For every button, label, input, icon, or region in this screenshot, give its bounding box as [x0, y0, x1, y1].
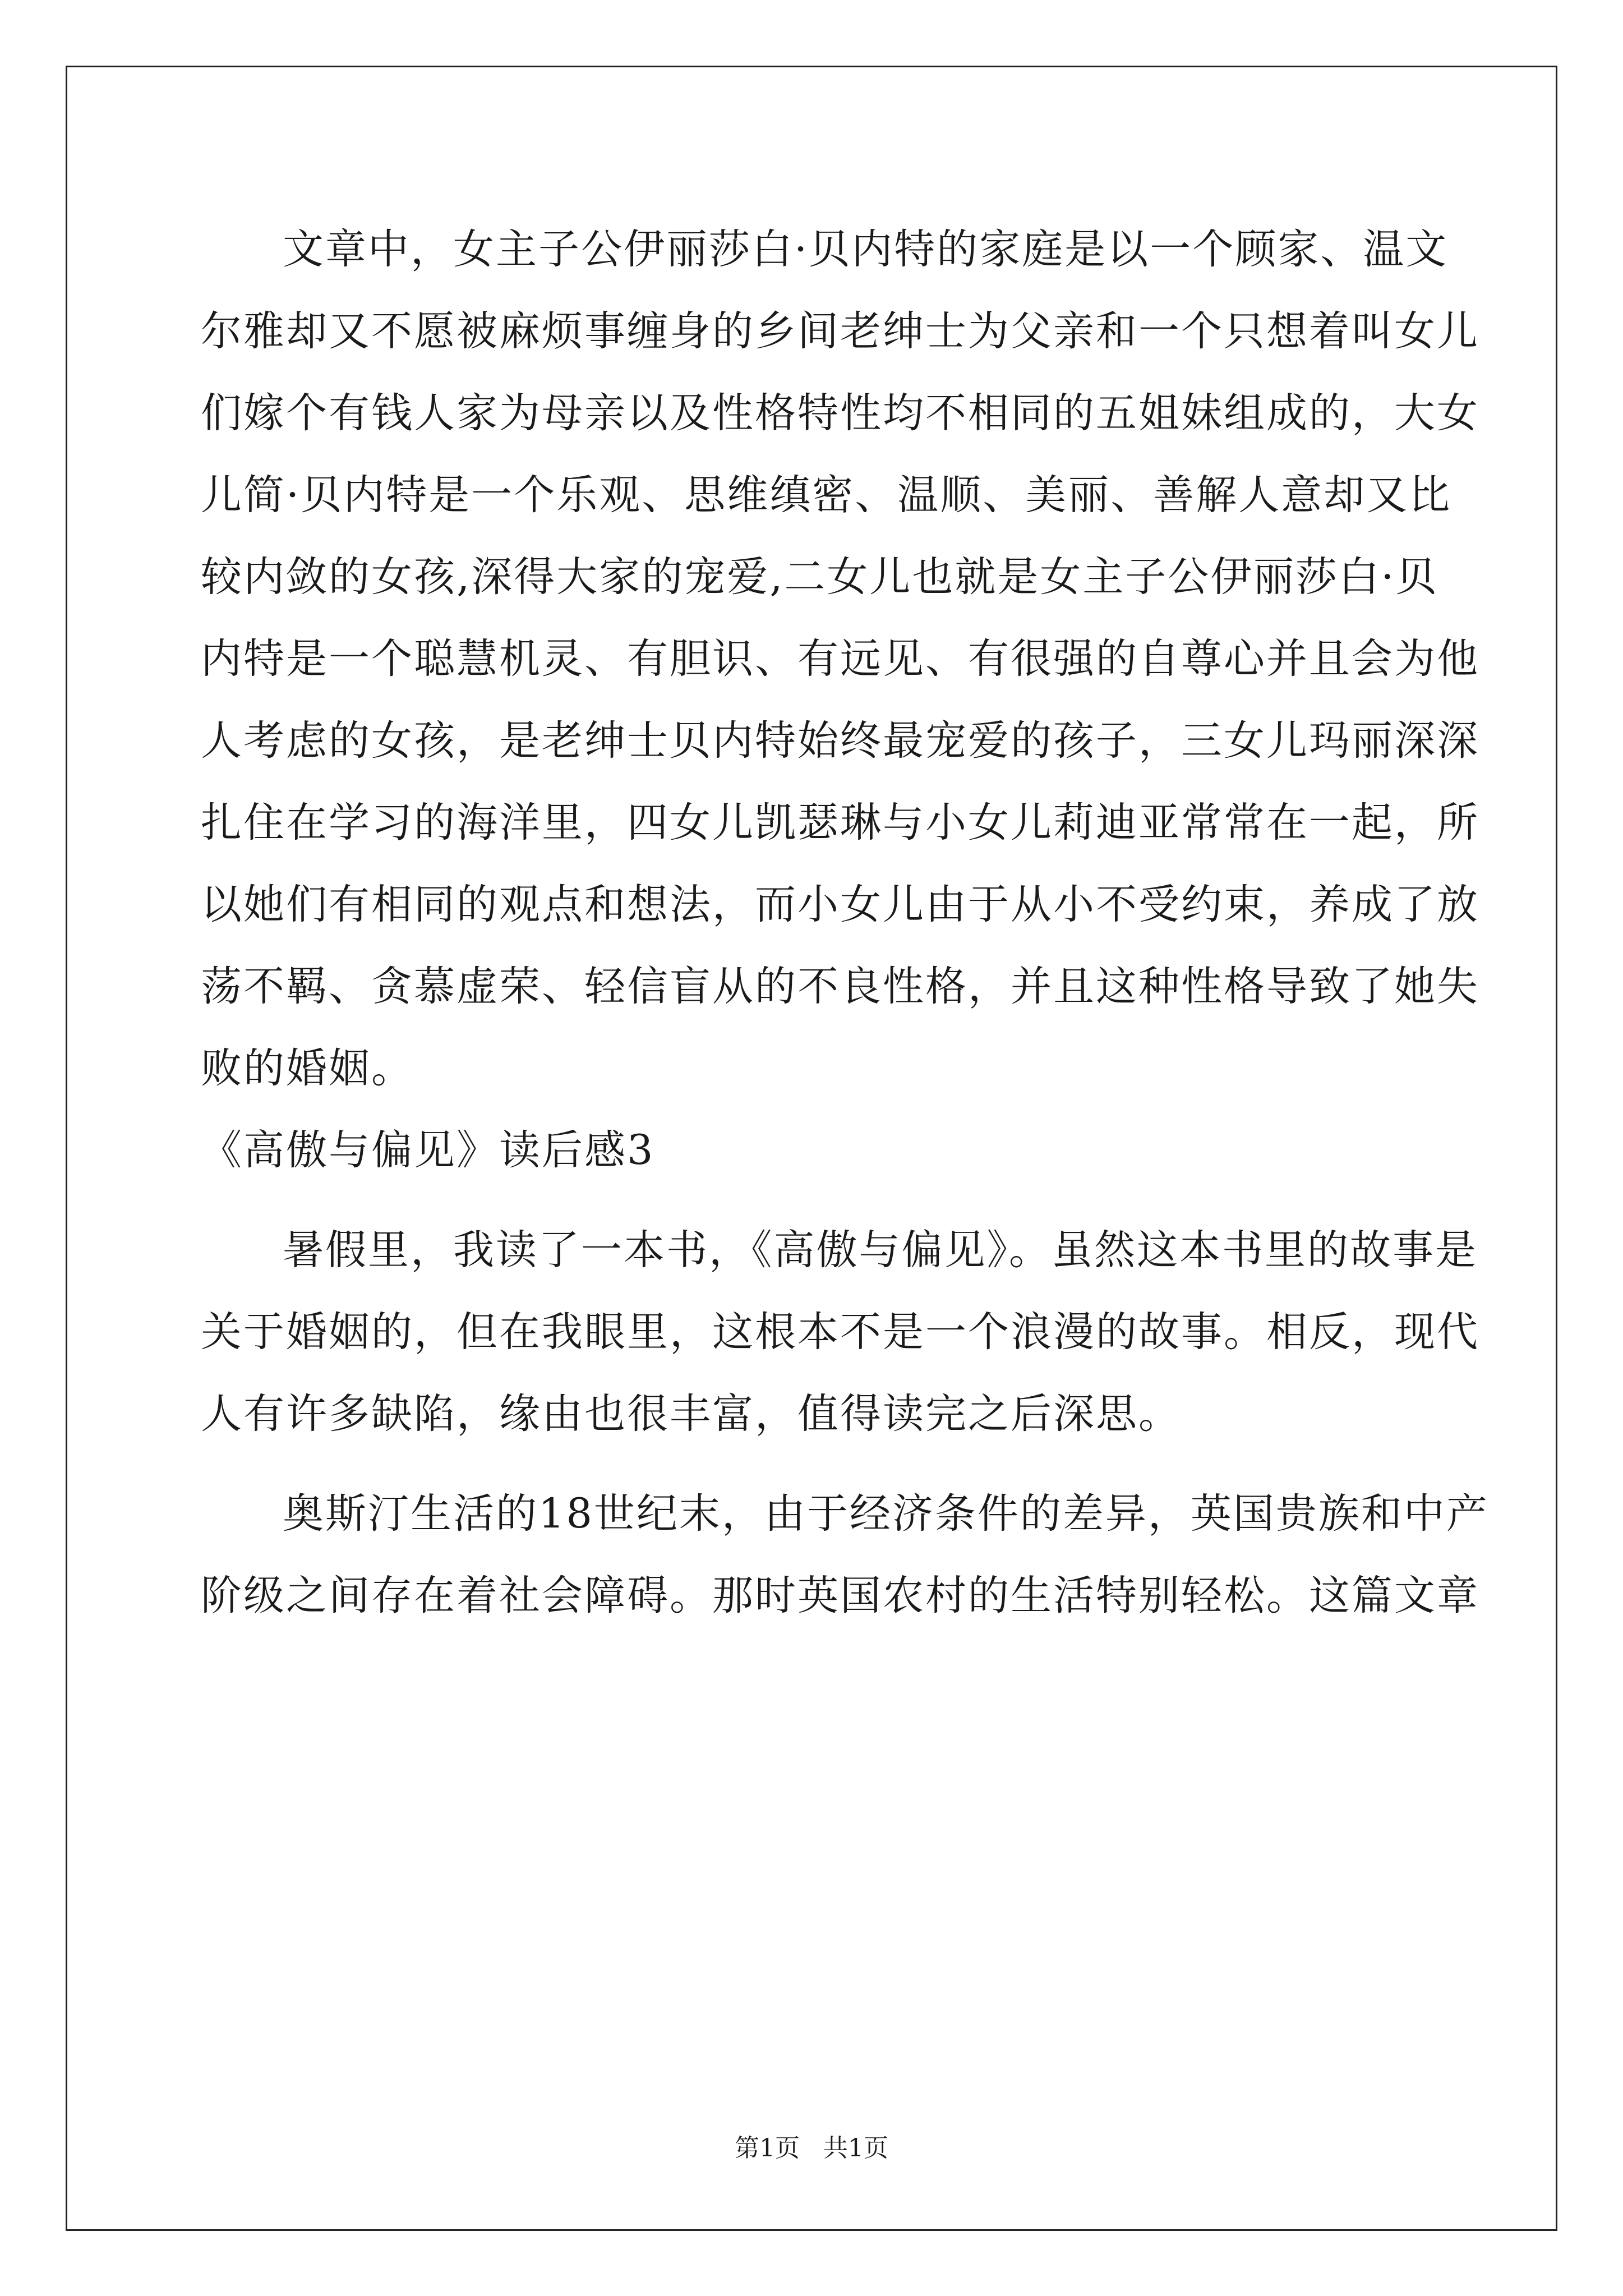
paragraph-line: 扎住在学习的海洋里，四女儿凯瑟琳与小女儿莉迪亚常常在一起，所: [201, 799, 1479, 846]
paragraph-line: 人考虑的女孩，是老绅士贝内特始终最宠爱的孩子，三女儿玛丽深深: [201, 717, 1479, 765]
paragraph-line: 关于婚姻的，但在我眼里，这根本不是一个浪漫的故事。相反，现代: [201, 1308, 1479, 1356]
paragraph-2: [201, 1209, 1479, 1455]
document-body: [201, 209, 1489, 1637]
paragraph-line: 荡不羁、贪慕虚荣、轻信盲从的不良性格，并且这种性格导致了她失: [201, 963, 1479, 1010]
paragraph-1: [201, 209, 1479, 1110]
paragraph-line: 较内敛的女孩,深得大家的宠爱,二女儿也就是女主子公伊丽莎白·贝: [201, 553, 1438, 601]
paragraph-line: 阶级之间存在着社会障碍。那时英国农村的生活特别轻松。这篇文章: [201, 1572, 1479, 1619]
paragraph-line: 奥斯汀生活的18世纪末，由于经济条件的差异，英国贵族和中产: [283, 1490, 1489, 1538]
paragraph-line: 文章中，女主子公伊丽莎白·贝内特的家庭是以一个顾家、温文: [283, 226, 1449, 273]
paragraph-line: 以她们有相同的观点和想法，而小女儿由于从小不受约束，养成了放: [201, 881, 1479, 928]
paragraph-line: 内特是一个聪慧机灵、有胆识、有远见、有很强的自尊心并且会为他: [201, 635, 1479, 683]
page-number-footer: 第1页 共1页: [735, 2134, 888, 2162]
paragraph-3: [201, 1473, 1489, 1637]
paragraph-line: 尔雅却又不愿被麻烦事缠身的乡间老绅士为父亲和一个只想着叫女儿: [201, 307, 1479, 355]
section-heading: 《高傲与偏见》读后感3: [201, 1126, 655, 1174]
paragraph-line: 儿简·贝内特是一个乐观、思维缜密、温顺、美丽、善解人意却又比: [201, 471, 1452, 519]
paragraph-line: 人有许多缺陷，缘由也很丰富，值得读完之后深思。: [201, 1390, 1181, 1438]
paragraph-line: 们嫁个有钱人家为母亲以及性格特性均不相同的五姐妹组成的，大女: [201, 389, 1479, 437]
paragraph-line: 暑假里，我读了一本书，《高傲与偏见》。虽然这本书里的故事是: [283, 1226, 1478, 1274]
paragraph-line: 败的婚姻。: [201, 1045, 414, 1092]
